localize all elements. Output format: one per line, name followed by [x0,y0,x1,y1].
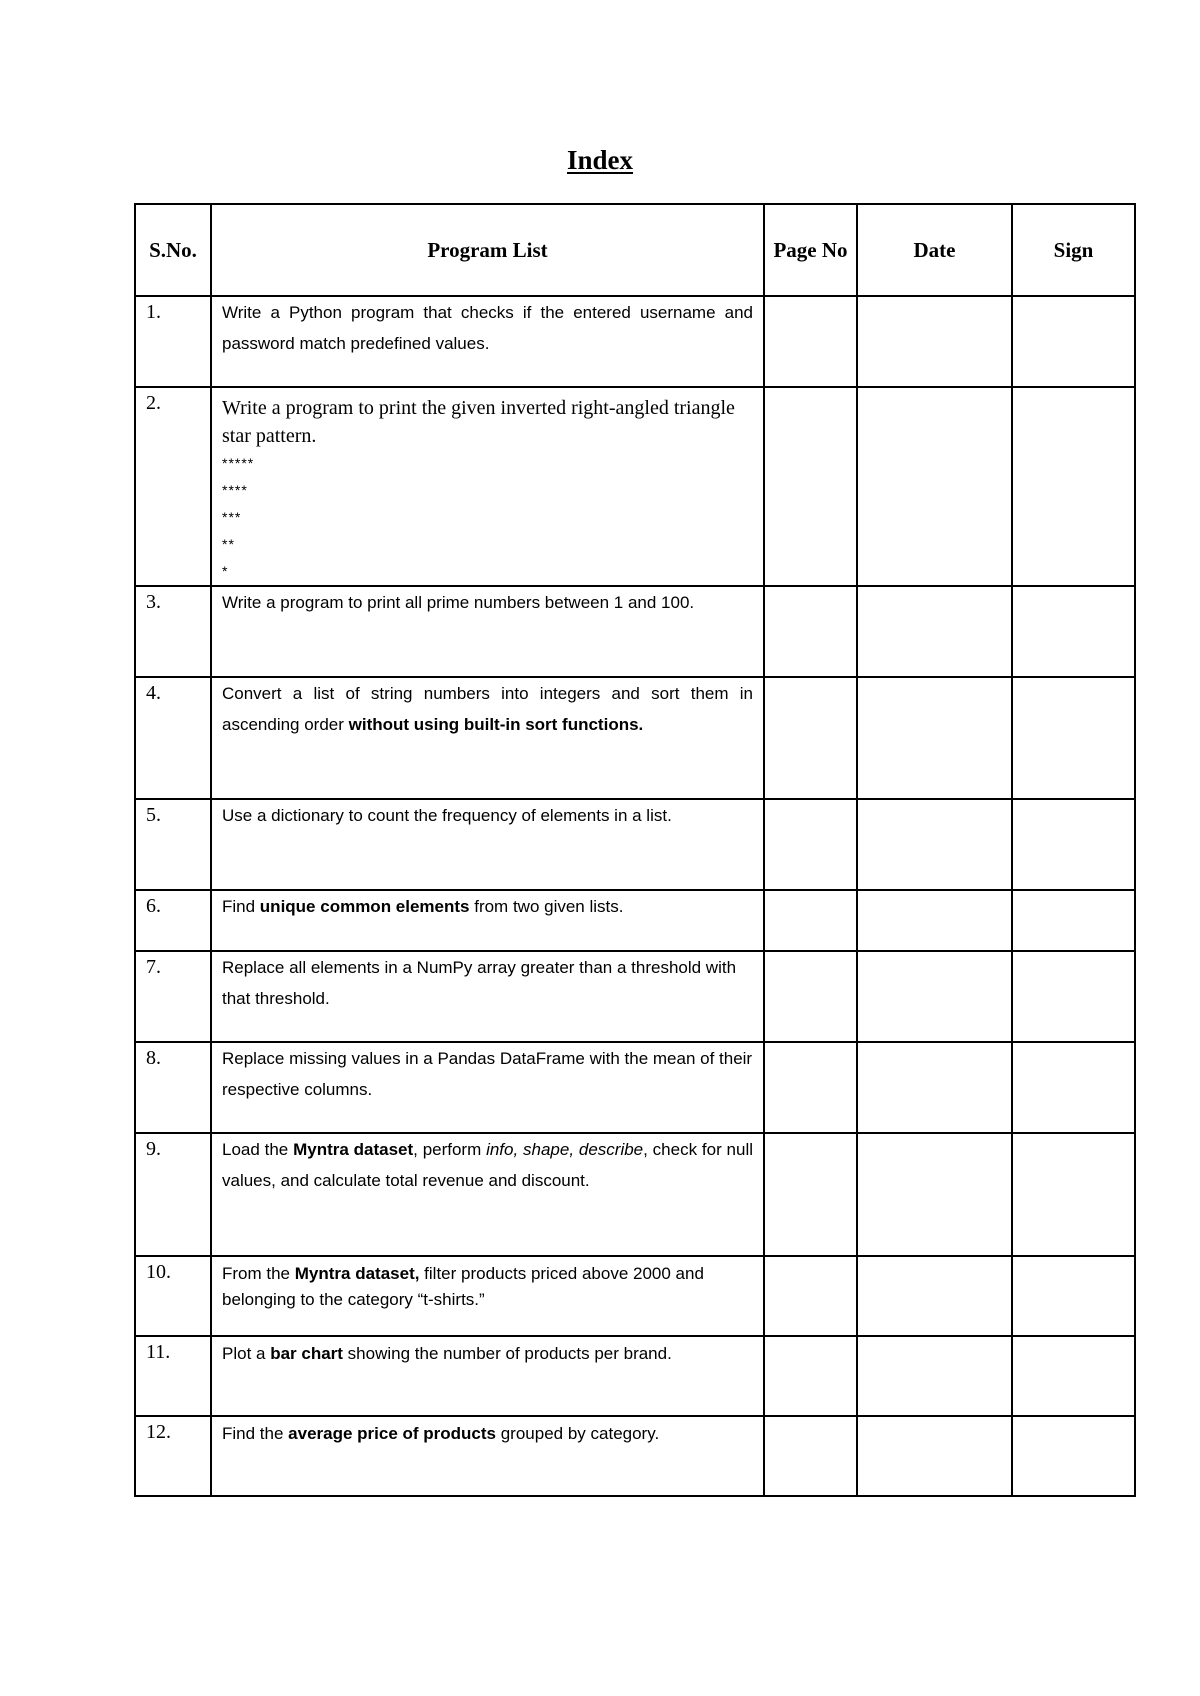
row-sign [1012,586,1135,677]
row-program-text: from two given lists. [469,897,624,916]
row-page-no [764,890,857,951]
row-sno: 1. [135,296,211,387]
header-sign: Sign [1012,204,1135,296]
table-row [135,1256,1135,1336]
row-sno: 8. [135,1042,211,1133]
row-program-text: Find [222,897,260,916]
row-date [857,387,1012,586]
row-sno: 7. [135,951,211,1042]
row-page-no [764,1416,857,1496]
row-program-text: Find the [222,1424,289,1443]
row-sign [1012,890,1135,951]
row-program [211,677,764,799]
row-page-no [764,387,857,586]
row-page-no [764,1042,857,1133]
row-sno: 5. [135,799,211,890]
table-row [135,1416,1135,1496]
row-program-bold: Myntra dataset, [294,1264,420,1283]
row-page-no [764,677,857,799]
row-program-text: showing the number of products per brand. [342,1344,672,1363]
row-sign [1012,1042,1135,1133]
row-program-text: Load the [222,1140,294,1159]
row-sno: 10. [135,1256,211,1336]
row-program-text: grouped by category. [496,1424,660,1443]
row-program: Write a program to print all prime numbers between 1 and 100. [211,586,764,677]
row-date [857,1133,1012,1256]
row-page-no [764,951,857,1042]
row-program-text: Plot a [222,1344,271,1363]
row-sign [1012,296,1135,387]
row-program [211,387,764,586]
row-sign [1012,1336,1135,1416]
row-page-no [764,1336,857,1416]
row-sno: 9. [135,1133,211,1256]
row-date [857,890,1012,951]
row-sno: 11. [135,1336,211,1416]
row-date [857,1416,1012,1496]
header-page-no: Page No [764,204,857,296]
row-date [857,1042,1012,1133]
table-row [135,586,1135,677]
row-sign [1012,1416,1135,1496]
star-pattern-line: * [222,563,229,579]
row-date [857,951,1012,1042]
row-sno: 3. [135,586,211,677]
row-program-bold: without using built-in sort functions. [348,715,644,734]
table-row [135,296,1135,387]
table-row [135,1133,1135,1256]
row-page-no [764,1256,857,1336]
row-date [857,296,1012,387]
row-program-bold: bar chart [270,1344,343,1363]
row-program-text: , perform [413,1140,487,1159]
header-row [135,204,1135,296]
row-sno: 4. [135,677,211,799]
row-program: Use a dictionary to count the frequency of elements in a list. [211,799,764,890]
table-row [135,1042,1135,1133]
row-program [211,1256,764,1336]
header-date: Date [857,204,1012,296]
row-sno: 12. [135,1416,211,1496]
table-row [135,799,1135,890]
row-sno: 6. [135,890,211,951]
table-row [135,890,1135,951]
row-program-bold: average price of products [288,1424,496,1443]
row-program-text: From the [222,1264,295,1283]
row-sign [1012,1133,1135,1256]
star-pattern-line: *** [222,509,242,525]
row-date [857,1256,1012,1336]
row-page-no [764,1133,857,1256]
index-table [134,203,1136,1497]
row-date [857,799,1012,890]
row-sno: 2. [135,387,211,586]
row-sign [1012,799,1135,890]
table-row [135,1336,1135,1416]
table-row [135,387,1135,586]
row-program-bold: Myntra dataset [293,1140,414,1159]
row-program [211,1336,764,1416]
header-program-list: Program List [211,204,764,296]
row-program: Write a Python program that checks if the entered username and password match predefined values. [211,296,764,387]
row-program: Replace missing values in a Pandas DataFrame with the mean of their respective columns. [211,1042,764,1133]
row-sign [1012,1256,1135,1336]
row-date [857,1336,1012,1416]
row-page-no [764,799,857,890]
row-date [857,586,1012,677]
table-row [135,951,1135,1042]
row-program-text: , check for null values, and calculate total revenue and discount. [222,1140,754,1190]
star-pattern-line: **** [222,482,248,498]
row-program-text: Convert a list of string numbers into integers and sort them in ascending order [222,684,753,734]
row-sign [1012,951,1135,1042]
row-program [211,890,764,951]
row-date [857,677,1012,799]
row-program [211,1133,764,1256]
star-pattern-line: ***** [222,455,255,471]
row-sign [1012,387,1135,586]
table-row [135,677,1135,799]
header-sno: S.No. [135,204,211,296]
row-program: Replace all elements in a NumPy array greater than a threshold with that threshold. [211,951,764,1042]
row-program-bold: unique common elements [259,897,470,916]
row-program-italic: info, shape, describe [486,1140,644,1159]
row-program-text: filter products priced above 2000 and belonging to the category “t-shirts.” [222,1264,704,1309]
star-pattern-line: ** [222,536,235,552]
row-page-no [764,296,857,387]
page-title: Index [566,145,634,175]
row-page-no [764,586,857,677]
row-sign [1012,677,1135,799]
row-program [211,1416,764,1496]
row-program-text: Write a program to print the given inverted right-angled triangle star pattern. [222,397,735,447]
